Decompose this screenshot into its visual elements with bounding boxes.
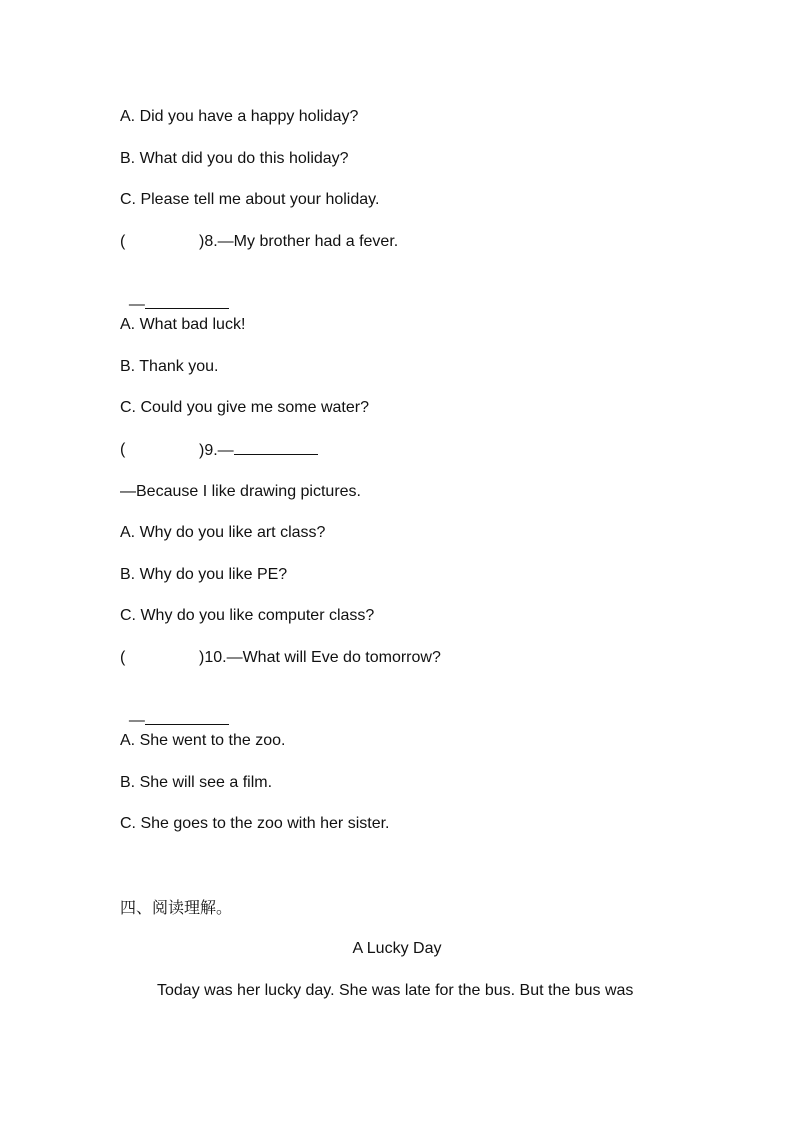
q8-answer-paren: ( — [120, 233, 126, 250]
q9-answer-paren: ( — [120, 441, 126, 458]
q10-stem: )10.—What will Eve do tomorrow? — [199, 649, 441, 666]
passage-title: A Lucky Day — [352, 940, 442, 957]
q10-reply-dash: — — [128, 712, 145, 729]
q7-option-b: B. What did you do this holiday? — [120, 150, 349, 167]
section-heading: 四、阅读理解。 — [120, 898, 233, 917]
q7-option-a: A. Did you have a happy holiday? — [120, 108, 359, 125]
q8-reply-dash: — — [128, 296, 145, 313]
q10-option-b: B. She will see a film. — [120, 774, 273, 791]
q8-option-a: A. What bad luck! — [120, 316, 246, 333]
q10-answer-paren: ( — [120, 649, 126, 666]
q8-reply — [120, 274, 229, 315]
q9-option-a: A. Why do you like art class? — [120, 524, 326, 541]
q9-option-b: B. Why do you like PE? — [120, 566, 288, 583]
q10-reply-blank[interactable] — [145, 710, 229, 725]
q8-option-b: B. Thank you. — [120, 358, 219, 375]
q8-reply-blank[interactable] — [145, 294, 229, 309]
q9-stem: )9.— — [199, 442, 234, 459]
q9-reply: —Because I like drawing pictures. — [120, 483, 361, 500]
q10-option-a: A. She went to the zoo. — [120, 732, 286, 749]
q9-option-c: C. Why do you like computer class? — [120, 607, 375, 624]
q8-stem: )8.—My brother had a fever. — [199, 233, 399, 250]
q10-reply — [120, 690, 229, 731]
q10-option-c: C. She goes to the zoo with her sister. — [120, 815, 390, 832]
q9-question-blank[interactable] — [234, 440, 318, 455]
q9-stem-wrap — [199, 440, 318, 461]
q7-option-c: C. Please tell me about your holiday. — [120, 191, 380, 208]
passage-first-line: Today was her lucky day. She was late for the bus. But the bus was — [157, 982, 634, 999]
q8-option-c: C. Could you give me some water? — [120, 399, 369, 416]
